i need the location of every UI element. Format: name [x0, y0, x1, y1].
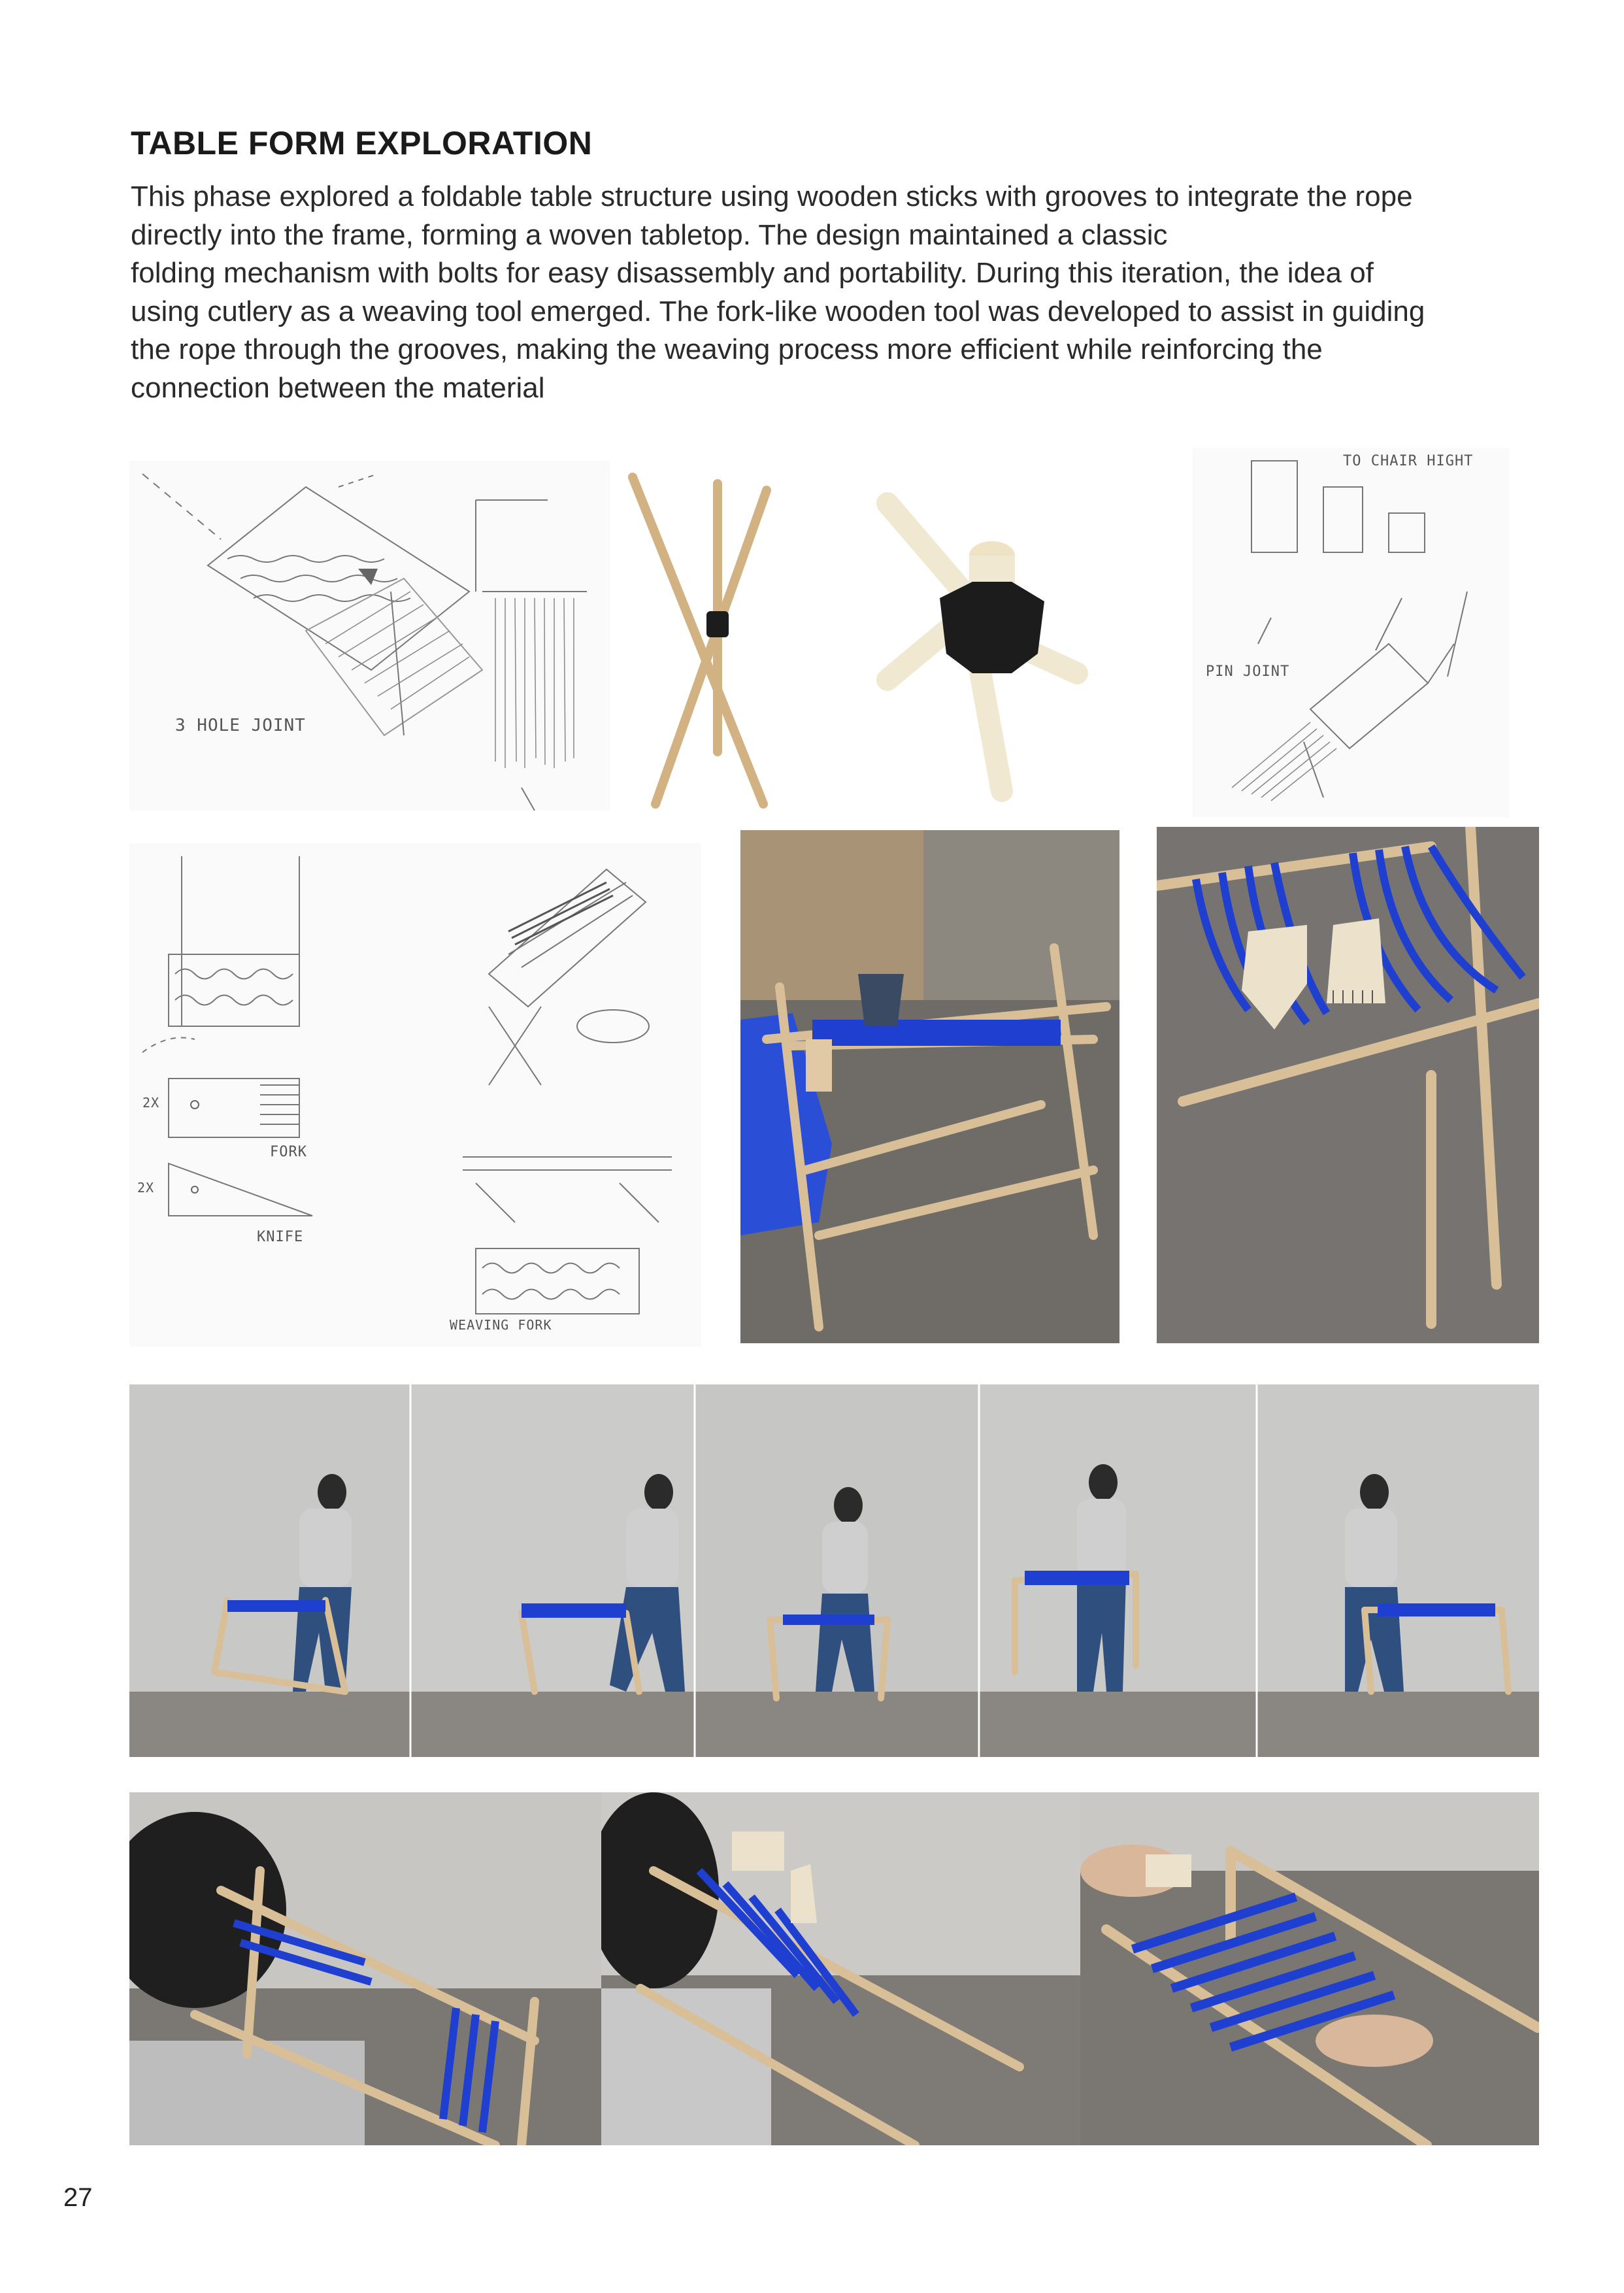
photo-weaving-process-3	[1080, 1792, 1539, 2145]
sketch-fork-knife-drawing	[129, 843, 437, 1347]
label-pin-joint: PIN JOINT	[1206, 663, 1290, 680]
label-to-chair-height: TO CHAIR HIGHT	[1343, 453, 1474, 469]
photo-carrying-sequence	[129, 1384, 1539, 1757]
sketch-three-hole-joint	[129, 461, 610, 811]
page-title: TABLE FORM EXPLORATION	[131, 125, 593, 161]
photo-loom-with-cup	[740, 830, 1119, 1343]
label-2x-knife: 2X	[137, 1180, 155, 1196]
photo-sticks-joint	[626, 464, 780, 817]
sketch-pin-joint-drawing	[1193, 448, 1510, 817]
sketch-three-hole-joint-drawing	[129, 461, 610, 811]
photo-joint-3d-model	[861, 484, 1093, 811]
label-weaving-fork: WEAVING FORK	[450, 1317, 552, 1333]
weaving-process-3-scene	[1080, 1792, 1539, 2145]
page-number: 27	[63, 2183, 93, 2212]
label-2x-fork: 2X	[142, 1095, 160, 1111]
photo-weaving-tools	[1157, 827, 1539, 1343]
sketch-weaving-table	[437, 843, 701, 1347]
sketch-pin-joint	[1193, 448, 1510, 817]
photo-weaving-process-2	[601, 1792, 1080, 2145]
label-knife: KNIFE	[257, 1229, 304, 1245]
weaving-process-1-scene	[129, 1792, 601, 2145]
weaving-tools-scene	[1157, 827, 1539, 1343]
weaving-process-2-scene	[601, 1792, 1080, 2145]
sticks-joint-drawing	[626, 464, 780, 817]
joint-3d-drawing	[861, 484, 1093, 811]
sketch-fork-knife	[129, 843, 437, 1347]
loom-cup-scene	[740, 830, 1119, 1343]
photo-weaving-process-1	[129, 1792, 601, 2145]
label-fork: FORK	[270, 1144, 307, 1160]
carrying-sequence-scene	[129, 1384, 1539, 1757]
body-paragraph: This phase explored a foldable table structure using wooden sticks with grooves to integrate the rope directly into the frame, forming a woven tabletop. The design maintained a classic folding mechanism with bolts for easy disassembly and portability. During this iteration, the idea of using cutlery as a weaving tool emerged. The fork-like wooden tool was developed to assist in guiding the rope through the grooves, making the weaving process more efficient while reinforcing the connection between the material	[131, 180, 1425, 404]
label-three-hole-joint: 3 HOLE JOINT	[175, 716, 306, 735]
sketch-weaving-table-drawing	[437, 843, 701, 1347]
